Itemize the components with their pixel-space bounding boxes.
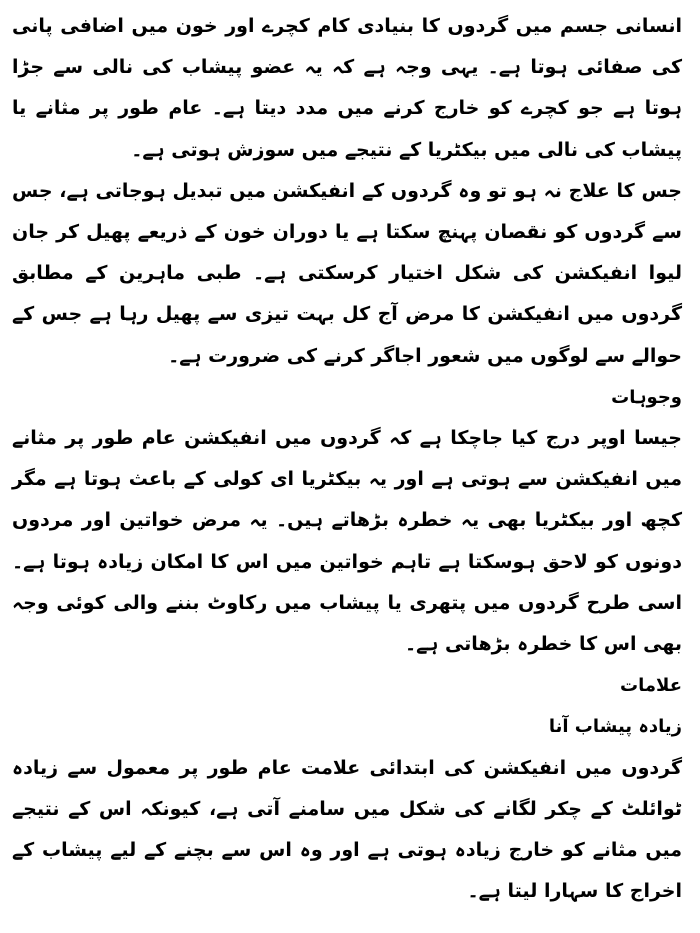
paragraph-frequent-urination: گردوں میں انفیکشن کی ابتدائی علامت عام طور پر معمول سے زیادہ ٹوائلٹ کے چکر لگانے کی شکل میں سامنے آتی ہے، کیونکہ اس کے نتیجے میں مثانے کو خارج زیادہ ہوتی ہے اور وہ اس سے بچنے کے لیے پیشاب کے اخراج کا سہارا لیتا ہے۔	[12, 756, 682, 903]
paragraph-kidney-function: انسانی جسم میں گردوں کا بنیادی کام کچرے اور خون میں اضافی پانی کی صفائی ہوتا ہے۔ یہی وجہ ہے کہ یہ عضو پیشاب کی نالی سے جڑا ہوتا ہے جو کچرے کو خارج کرنے میں مدد دیتا ہے۔ عام طور پر مثانے یا پیشاب کی نالی میں بیکٹریا کے نتیجے میں سوزش ہوتی ہے۔	[12, 15, 682, 161]
heading-causes: وجوہات	[611, 386, 682, 408]
paragraph-causes: جیسا اوپر درج کیا جاچکا ہے کہ گردوں میں انفیکشن عام طور پر مثانے میں انفیکشن سے ہوتی ہے اور یہ بیکٹریا ای کولی کے باعث ہوتا ہے مگر کچھ اور بیکٹریا بھی یہ خطرہ بڑھاتے ہیں۔ یہ مرض خواتین اور مردوں دونوں کو لاحق ہوسکتا ہے تاہم خواتین میں اس کا امکان زیادہ ہوتا ہے۔ اسی طرح گردوں میں پتھری یا پیشاب میں رکاوٹ بننے والی کوئی وجہ بھی اس کا خطرہ بڑھاتی ہے۔	[12, 427, 682, 656]
heading-symptoms: علامات	[620, 675, 682, 697]
paragraph-infection-spread: جس کا علاج نہ ہو تو وہ گردوں کے انفیکشن میں تبدیل ہوجاتی ہے، جس سے گردوں کو نقصان پہنچ سکتا ہے یا دوران خون کے ذریعے پھیل کر جان لیوا انفیکشن کی شکل اختیار کرسکتی ہے۔ طبی ماہرین کے مطابق گردوں میں انفیکشن کا مرض آج کل بہت تیزی سے پھیل رہا ہے جس کے حوالے سے لوگوں میں شعور اجاگر کرنے کی ضرورت ہے۔	[12, 179, 682, 367]
subheading-frequent-urination: زیادہ پیشاب آنا	[548, 716, 682, 738]
